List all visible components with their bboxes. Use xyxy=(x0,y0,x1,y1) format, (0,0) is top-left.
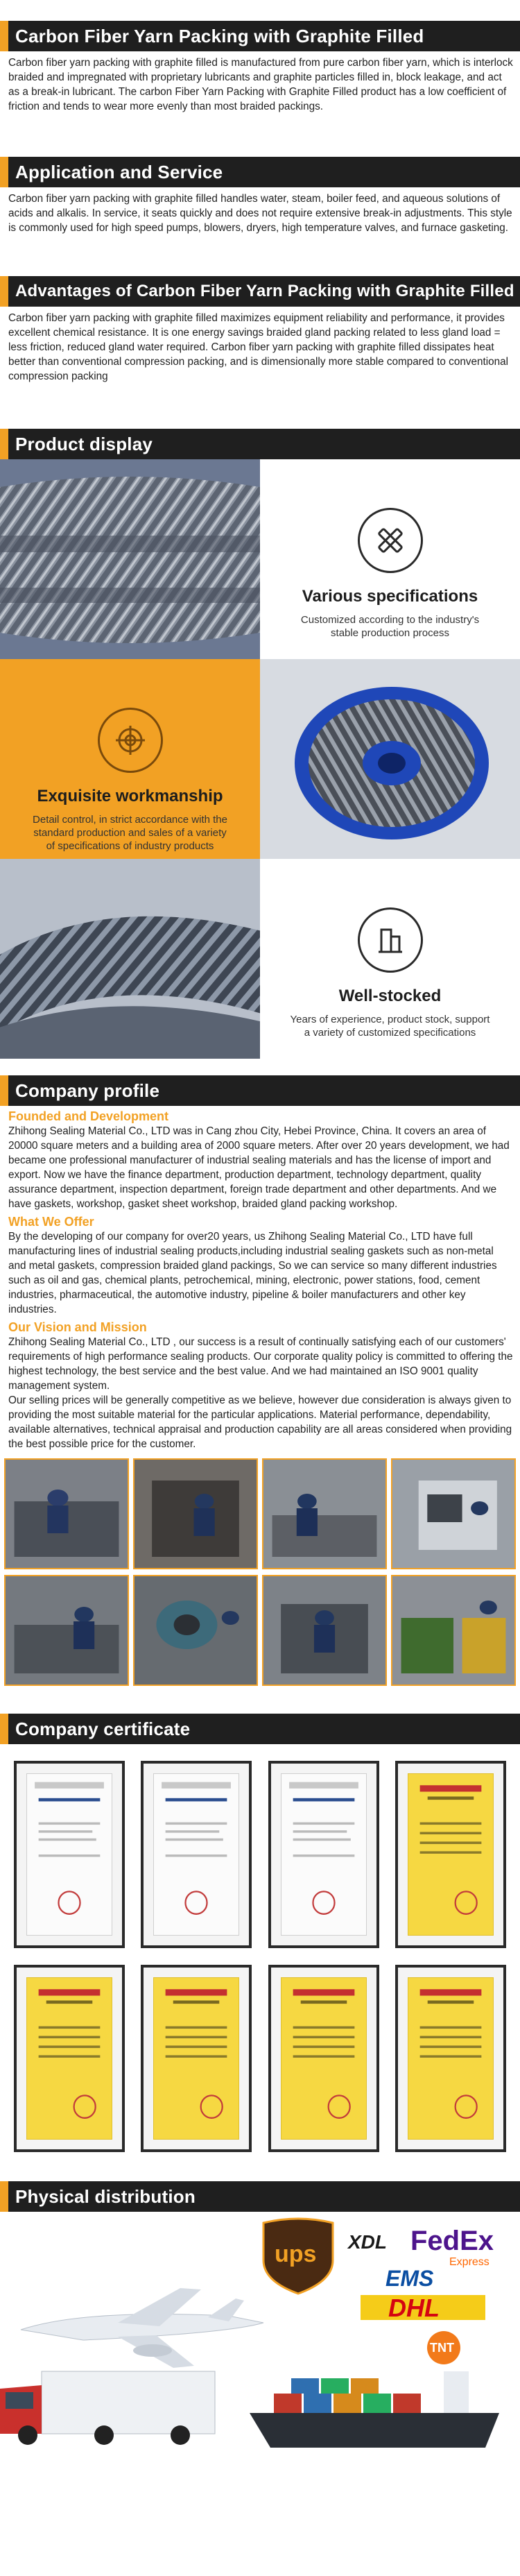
block-text: Zhihong Sealing Material Co., LTD , our success is a result of continually satisfying each of our customers' requirements of high performance sealing products. Our corporate quality policy is committed to offering the highest technology, the best service and the best value. And we had maintained an ISO 9001 quality management system. Our selling prices will be generally competitive as we believe, however due consideration is always given to providing the most suitable material for the particular applications. Material performance, dependability, available alternatives, technical appraisal and production capability are all areas considered when providing the best possible price for the customer. xyxy=(8,1336,513,1450)
certificate-item xyxy=(141,1761,252,1948)
certificate-title: Company certificate xyxy=(15,1718,191,1739)
product-display-row-2 xyxy=(0,659,520,859)
certificate-item xyxy=(395,1965,506,2152)
block-heading: Founded and Development xyxy=(8,1109,169,1123)
factory-photo xyxy=(391,1458,516,1569)
packing-closeup-image xyxy=(0,859,260,1059)
block-heading: Our Vision and Mission xyxy=(8,1320,147,1334)
certificate-item xyxy=(14,1761,125,1948)
card-exquisite-workmanship xyxy=(0,659,260,859)
ups-logo-text: ups xyxy=(275,2241,317,2267)
card-title: Various specifications xyxy=(302,587,478,606)
certificates-row-1 xyxy=(0,1761,520,1948)
company-profile-title: Company profile xyxy=(15,1080,160,1101)
company-profile-block-founded xyxy=(0,1106,520,1211)
factory-photo xyxy=(133,1575,258,1686)
intro-title: Carbon Fiber Yarn Packing with Graphite Filled xyxy=(15,25,424,46)
intro-text: Carbon fiber yarn packing with graphite filled is manufactured from pure carbon fiber yarn, which is interlock braided and impregnated with proprietary lubricants and graphite particles filled in, block leakage, and act as a break-in lubricant. The carbon Fiber Yarn Packing with Graphite Filled product has a low coefficient of friction and tends to wear more evenly than most braided packings. xyxy=(8,57,513,112)
application-text: Carbon fiber yarn packing with graphite filled handles water, steam, boiler feed, and aqueous solutions of acids and alkalis. In service, it seats quickly and does not require extensive break-in adjustments. This style is commonly used for high speed pumps, blowers, dryers, high temperature valves, and furnace gasketing. xyxy=(8,193,512,234)
advantages-text: Carbon fiber yarn packing with graphite filled maximizes equipment reliability and performance, it provides excellent chemical resistance. It is one energy savings braided gland packing related to less gland load = less friction, reduced gland water required. Carbon fiber yarn packing with graphite filled dissipates heat better than conventional compression packing, and is dimensionally more stable compared to conventional compression packing xyxy=(8,312,509,382)
truck-icon xyxy=(0,2371,215,2445)
factory-photos-row-1 xyxy=(0,1458,520,1569)
block-heading: What We Offer xyxy=(8,1215,94,1229)
advantages-title: Advantages of Carbon Fiber Yarn Packing with Graphite Filled xyxy=(15,282,514,300)
pencil-ruler-icon xyxy=(358,508,423,573)
section-header-application xyxy=(0,157,520,187)
application-title: Application and Service xyxy=(15,161,223,182)
airplane-icon xyxy=(21,2288,263,2368)
packing-coil-image xyxy=(0,459,260,659)
product-display-row-3 xyxy=(0,859,520,1059)
card-title: Well-stocked xyxy=(338,987,442,1005)
product-photo-coil-closeup xyxy=(0,859,260,1059)
factory-photo xyxy=(133,1458,258,1569)
block-text: By the developing of our company for over20 years, us Zhihong Sealing Material Co., LTD have full manufacturing lines of industrial sealing products,including industrial sealing gaskets such as non-metal and metal gaskets, compression braided gland packings, So we can service so many different industries such as oil and gas, chemical plants, petrochemical, mining, electronic, power stations, food, cement industries, pharmaceutical, the automotive industry, pipeline & boiler manufacturers and other key industries. xyxy=(8,1231,497,1315)
section-header-intro xyxy=(0,21,520,51)
certificate-item xyxy=(395,1761,506,1948)
distribution-title: Physical distribution xyxy=(15,2185,196,2207)
card-well-stocked xyxy=(260,859,520,1059)
certificate-item xyxy=(14,1965,125,2152)
section-header-advantages xyxy=(0,276,520,307)
product-photo-spool xyxy=(260,659,520,859)
factory-photo xyxy=(262,1575,387,1686)
factory-photo xyxy=(262,1458,387,1569)
certificate-item xyxy=(268,1965,379,2152)
company-profile-block-vision xyxy=(0,1317,520,1451)
tnt-logo-text: TNT xyxy=(430,2341,454,2355)
card-text: Detail control, in strict accordance with the standard production and sales of a variety of specifications of industry products xyxy=(33,814,227,852)
certificates-row-2 xyxy=(0,1965,520,2152)
factory-photos-row-2 xyxy=(0,1575,520,1686)
product-display-row-1 xyxy=(0,459,520,659)
ems-logo-text: EMS xyxy=(385,2266,434,2291)
section-header-product-display xyxy=(0,429,520,459)
ship-icon xyxy=(250,2371,499,2448)
card-text: Customized according to the industry's stable production process xyxy=(300,614,480,639)
distribution-graphic xyxy=(0,2212,520,2450)
building-icon xyxy=(358,907,423,973)
section-header-company-profile xyxy=(0,1075,520,1106)
card-title: Exquisite workmanship xyxy=(37,787,223,805)
dhl-logo-text: DHL xyxy=(388,2294,440,2322)
section-header-distribution xyxy=(0,2181,520,2212)
product-display-title: Product display xyxy=(15,433,153,454)
card-various-specifications xyxy=(260,459,520,659)
company-profile-block-offer xyxy=(0,1211,520,1317)
certificate-item xyxy=(141,1965,252,2152)
certificate-item xyxy=(268,1761,379,1948)
fedex-express-text: Express xyxy=(449,2256,489,2268)
fedex-logo-text: FedEx xyxy=(410,2226,494,2256)
product-photo-coil xyxy=(0,459,260,659)
card-text: Years of experience, product stock, support a variety of customized specifications xyxy=(290,1014,490,1039)
block-text: Zhihong Sealing Material Co., LTD was in Cang zhou City, Hebei Province, China. It covers an area of 20000 square meters and a building area of 2000 square meters. After over 20 years development, we had became one professional manufacturer of industrial sealing materials and has the license of import and export. Now we have the finance department, production department, technology department, quality assurance department, inspection department, foreign trade department and other departments. And we have gaskets, workshop, gasket sheet workshop, braided gland packing workshop. xyxy=(8,1125,510,1210)
xdl-logo-text: XDL xyxy=(348,2231,387,2253)
factory-photo xyxy=(4,1575,129,1686)
factory-photo xyxy=(391,1575,516,1686)
packing-spool-image xyxy=(260,659,520,859)
section-header-certificate xyxy=(0,1714,520,1744)
factory-photo xyxy=(4,1458,129,1569)
target-icon xyxy=(98,708,163,773)
